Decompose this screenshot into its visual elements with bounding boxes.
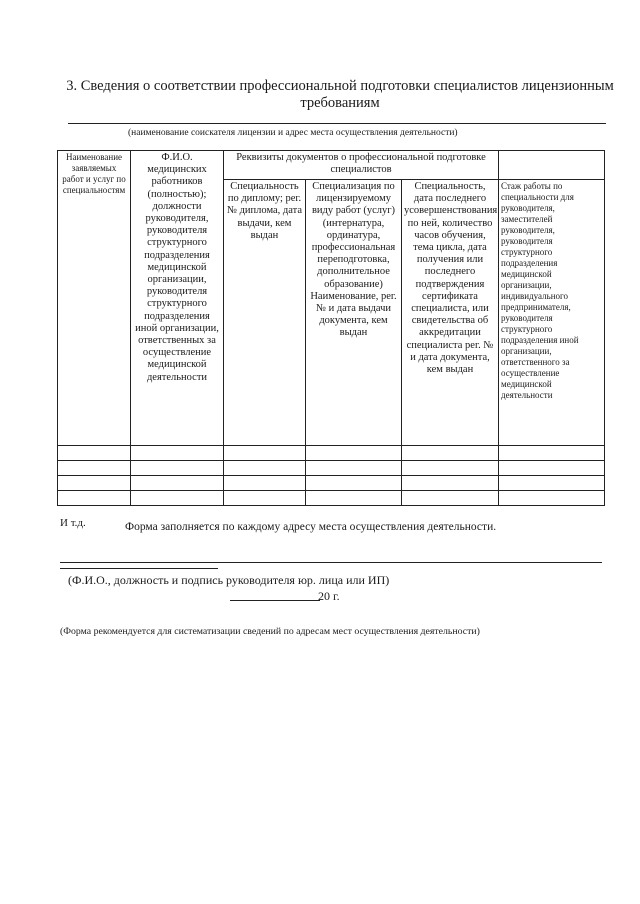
header-diploma: Специальность по диплому; рег. № диплома, дата выдачи, кем выдан — [224, 180, 306, 446]
recommendation-note: (Форма рекомендуется для систематизации сведений по адресам мест осуществления деятельности) — [60, 626, 480, 637]
etc-label: И т.д. — [60, 517, 86, 529]
header-specialization: Специализация по лицензируемому виду работ (услуг) (интернатура, ординатура, профессиональная переподготовка, дополнительное образование) Наименование, рег. № и дата выдачи документа, кем выдан — [306, 180, 402, 446]
table-row — [58, 476, 605, 491]
signature-line-long — [60, 562, 602, 563]
applicant-caption: (наименование соискателя лицензии и адрес места осуществления деятельности) — [128, 128, 458, 138]
page-title: 3. Сведения о соответствии профессиональной подготовки специалистов лицензионным требованиям — [66, 78, 614, 111]
date-line — [230, 600, 320, 601]
specialists-table — [57, 150, 605, 506]
applicant-name-line — [68, 123, 606, 124]
table-row — [58, 461, 605, 476]
signature-line-short — [60, 568, 218, 569]
header-fio: Ф.И.О. медицинских работников (полностью); должности руководителя, руководителя структурного подразделения медицинской организации, руководителя структурного подразделения иной организации, ответственных за осуществление медицинской деятельности — [131, 151, 224, 446]
form-note: Форма заполняется по каждому адресу места осуществления деятельности. — [125, 521, 497, 533]
header-certificate: Специальность, дата последнего усовершенствования по ней, количество часов обучения, тема цикла, дата получения или последнего подтверждения сертификата специалиста, или свидетельства об аккредитации специалиста рег. № и дата документа, кем выдан — [402, 180, 499, 446]
signature-caption: (Ф.И.О., должность и подпись руководителя юр. лица или ИП) — [68, 573, 390, 587]
header-services: Наименование заявляемых работ и услуг по специальностям — [58, 151, 131, 446]
header-experience: Стаж работы по специальности для руководителя, заместителей руководителя, руководителя структурного подразделения медицинской организации, индивидуального предпринимателя, руководителя структурного подразделения иной организации, ответственного за осуществление медицинской деятельности — [499, 180, 605, 446]
table-row — [58, 446, 605, 461]
table-header-row — [58, 151, 605, 180]
table-row — [58, 491, 605, 506]
header-empty-cell — [499, 151, 605, 180]
header-documents-group: Реквизиты документов о профессиональной подготовке специалистов — [224, 151, 499, 180]
year-field: 20 г. — [318, 589, 340, 603]
